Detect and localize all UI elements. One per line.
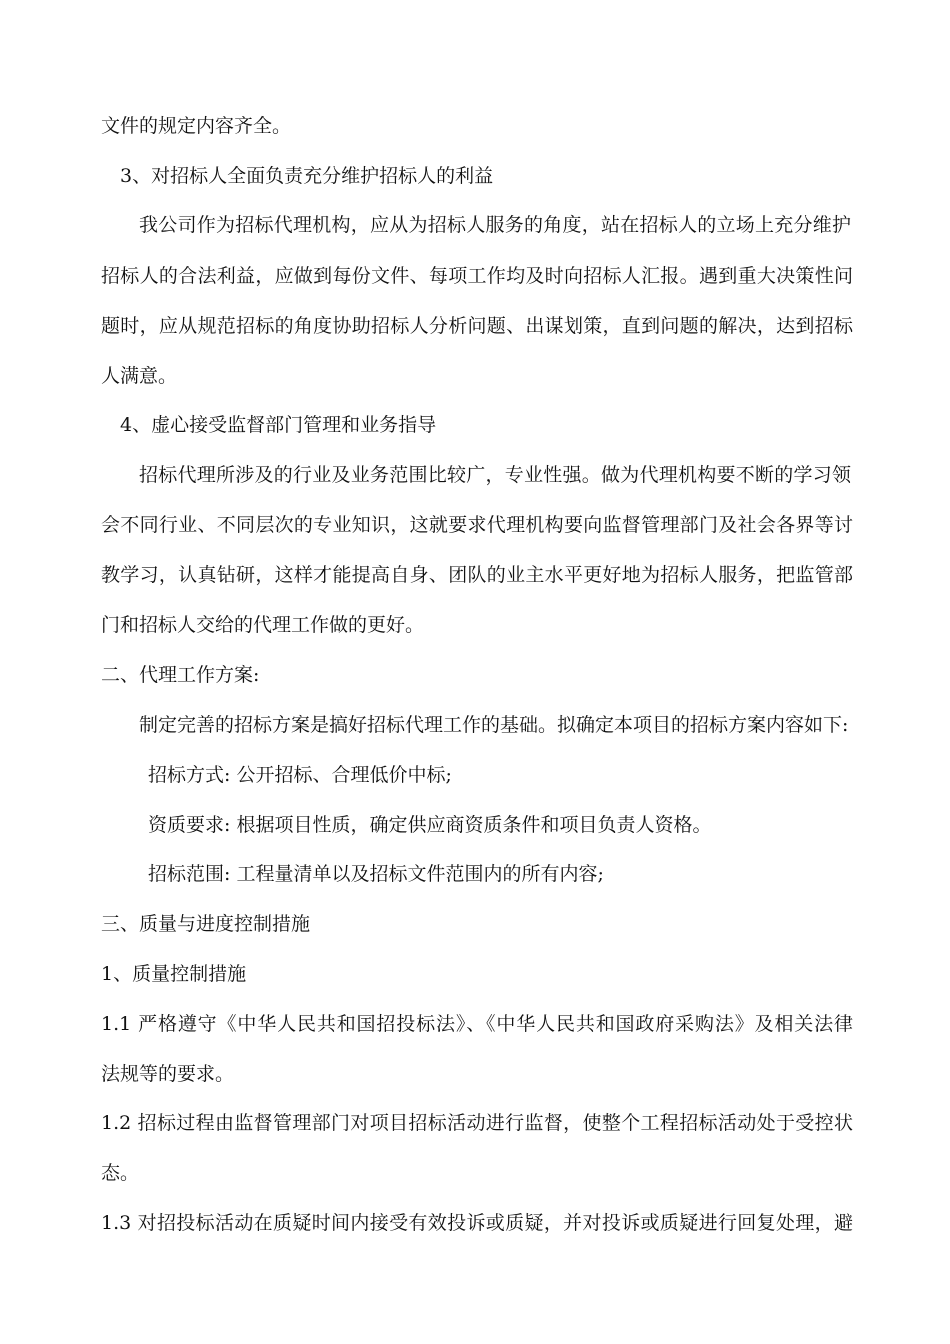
paragraph-line: 文件的规定内容齐全。 (101, 115, 292, 137)
paragraph-line: 题时，应从规范招标的角度协助招标人分析问题、出谋划策，直到问题的解决，达到招标 (101, 315, 853, 337)
paragraph-line: 招标人的合法利益，应做到每份文件、每项工作均及时向招标人汇报。遇到重大决策性问 (101, 265, 853, 287)
paragraph-line: 会不同行业、不同层次的专业知识，这就要求代理机构要向监督管理部门及社会各界等讨 (101, 514, 853, 536)
paragraph-line: 1.1 严格遵守《中华人民共和国招投标法》、《中华人民共和国政府采购法》及相关法律 (101, 1013, 853, 1035)
list-item: 资质要求: 根据项目性质，确定供应商资质条件和项目负责人资格。 (148, 814, 712, 836)
paragraph-line: 1.3 对招投标活动在质疑时间内接受有效投诉或质疑，并对投诉或质疑进行回复处理，避 (101, 1212, 853, 1234)
section-heading: 三、质量与进度控制措施 (101, 913, 311, 935)
paragraph-line: 态。 (101, 1162, 140, 1184)
paragraph-line: 门和招标人交给的代理工作做的更好。 (101, 614, 425, 636)
list-item: 招标方式: 公开招标、合理低价中标; (148, 764, 452, 786)
list-item: 招标范围: 工程量清单以及招标文件范围内的所有内容; (148, 863, 604, 885)
section-heading: 4、虚心接受监督部门管理和业务指导 (120, 414, 437, 436)
paragraph-line: 制定完善的招标方案是搞好招标代理工作的基础。拟确定本项目的招标方案内容如下: (139, 714, 849, 736)
section-heading: 二、代理工作方案: (101, 664, 260, 686)
paragraph-line: 法规等的要求。 (101, 1063, 235, 1085)
paragraph-line: 招标代理所涉及的行业及业务范围比较广，专业性强。做为代理机构要不断的学习领 (139, 464, 851, 486)
section-heading: 3、对招标人全面负责充分维护招标人的利益 (120, 165, 494, 187)
section-heading: 1、质量控制措施 (101, 963, 247, 985)
paragraph-line: 我公司作为招标代理机构，应从为招标人服务的角度，站在招标人的立场上充分维护 (139, 214, 851, 236)
paragraph-line: 1.2 招标过程由监督管理部门对项目招标活动进行监督，使整个工程招标活动处于受控状 (101, 1112, 853, 1134)
paragraph-line: 人满意。 (101, 365, 178, 387)
paragraph-line: 教学习，认真钻研，这样才能提高自身、团队的业主水平更好地为招标人服务，把监管部 (101, 564, 853, 586)
